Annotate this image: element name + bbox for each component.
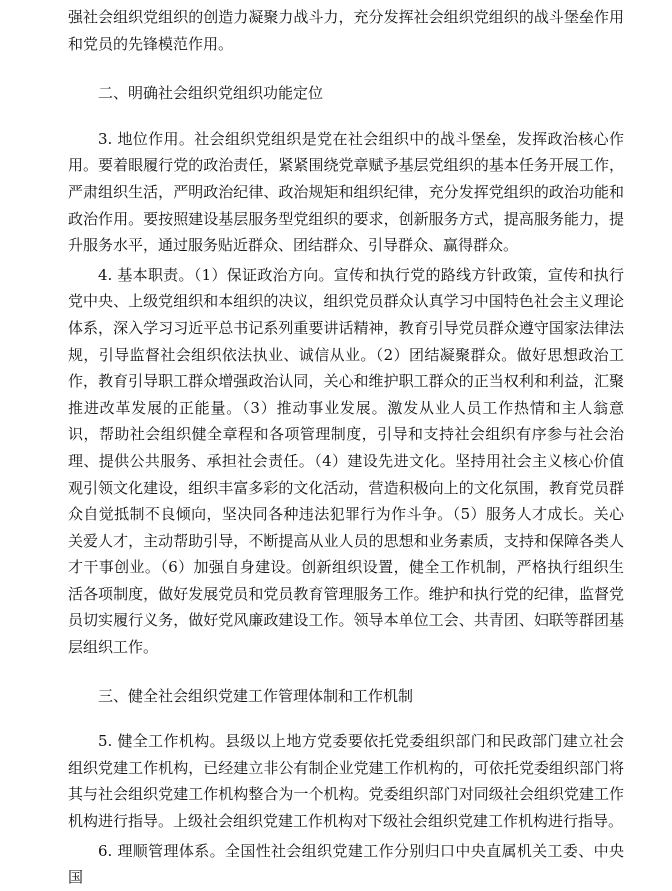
- item-4-paragraph: [68, 262, 624, 661]
- item-4-number: 4. 基本职责。: [98, 265, 194, 284]
- item-3-paragraph: [68, 126, 624, 259]
- intro-text: 强社会组织党组织的创造力凝聚力战斗力，充分发挥社会组织党组织的战斗堡垒作用和党员的先锋模范作用。: [68, 8, 624, 53]
- section-heading-3: [68, 683, 624, 710]
- item-4-text: （1）保证政治方向。宣传和执行党的路线方针政策，宣传和执行党中央、上级党组织和本组织的决议，组织党员群众认真学习中国特色社会主义理论体系，深入学习习近平总书记系列重要讲话精神，教育引导党员群众遵守国家法律法规，引导监督社会组织依法执业、诚信从业。（2）团结凝聚群众。做好思想政治工作，教育引导职工群众增强政治认同，关心和维护职工群众的正当权利和利益，汇聚推进改革发展的正能量。（3）推动事业发展。激发从业人员工作热情和主人翁意识，帮助社会组织健全章程和各项管理制度，引导和支持社会组织有序参与社会治理、提供公共服务、承担社会责任。（4）建设先进文化。坚持用社会主义核心价值观引领文化建设，组织丰富多彩的文化活动，营造积极向上的文化氛围，教育党员群众自觉抵制不良倾向，坚决同各种违法犯罪行为作斗争。（5）服务人才成长。关心关爱人才，主动帮助引导，不断提高从业人员的思想和业务素质，支持和保障各类人才干事创业。（6）加强自身建设。创新组织设置，健全工作机制，严格执行组织生活各项制度，做好发展党员和党员教育管理服务工作。维护和执行党的纪律，监督党员切实履行义务，做好党风廉政建设工作。领导本单位工会、共青团、妇联等群团基层组织工作。: [68, 265, 624, 657]
- section-heading-3-text: 三、健全社会组织党建工作管理体制和工作机制: [98, 686, 414, 705]
- item-6-number: 6. 理顺管理体系。: [98, 841, 225, 860]
- item-5-number: 5. 健全工作机构。: [98, 732, 225, 751]
- section-heading-2-text: 二、明确社会组织党组织功能定位: [98, 84, 324, 103]
- document-page: [68, 4, 624, 891]
- item-3-number: 3. 地位作用。: [98, 129, 195, 148]
- item-3-text: 社会组织党组织是党在社会组织中的战斗堡垒，发挥政治核心作用。要着眼履行党的政治责任，紧紧围绕党章赋予基层党组织的基本任务开展工作，严肃组织生活，严明政治纪律、政治规矩和组织纪律，充分发挥党组织的政治功能和政治作用。要按照建设基层服务型党组织的要求，创新服务方式，提高服务能力，提升服务水平，通过服务贴近群众、团结群众、引导群众、赢得群众。: [68, 129, 624, 255]
- item-6-text: 全国性社会组织党建工作分别归口中央直属机关工委、中央国: [68, 841, 624, 887]
- item-5-text: 县级以上地方党委要依托党委组织部门和民政部门建立社会组织党建工作机构，已经建立非公有制企业党建工作机构的，可依托党委组织部门将其与社会组织党建工作机构整合为一个机构。党委组织部门对同级社会组织党建工作机构进行指导。上级社会组织党建工作机构对下级社会组织党建工作机构进行指导。: [68, 732, 624, 831]
- section-heading-2: [68, 80, 624, 107]
- item-5-paragraph: [68, 728, 624, 834]
- intro-paragraph: [68, 4, 624, 57]
- item-6-paragraph: [68, 838, 624, 891]
